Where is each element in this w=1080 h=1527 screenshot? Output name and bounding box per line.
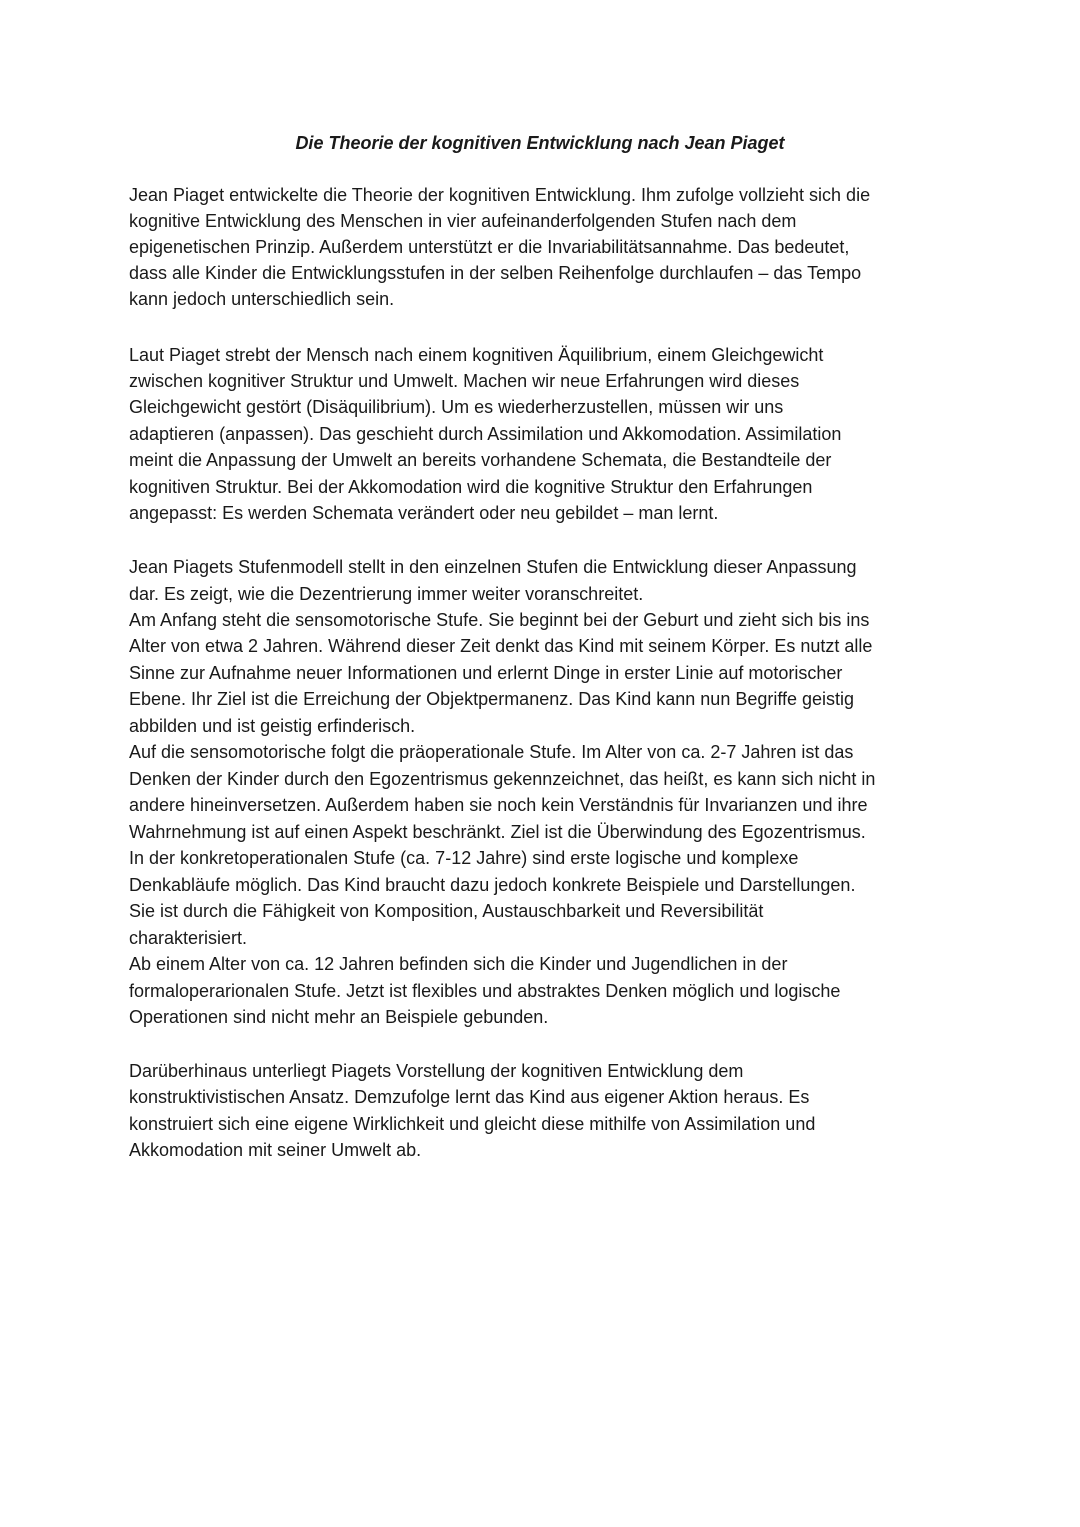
paragraph-3-line: Ab einem Alter von ca. 12 Jahren befinden sich die Kinder und Jugendlichen in der <box>129 954 788 974</box>
paragraph-4-line: konstruiert sich eine eigene Wirklichkeit und gleicht diese mithilfe von Assimilation und <box>129 1114 816 1134</box>
paragraph-2-line: Gleichgewicht gestört (Disäquilibrium). Um es wiederherzustellen, müssen wir uns <box>129 397 784 417</box>
paragraph-2-line: zwischen kognitiver Struktur und Umwelt. Machen wir neue Erfahrungen wird dieses <box>129 371 800 391</box>
paragraph-4-line: Darüberhinaus unterliegt Piagets Vorstellung der kognitiven Entwicklung dem <box>129 1061 744 1081</box>
paragraph-1-line: dass alle Kinder die Entwicklungsstufen in der selben Reihenfolge durchlaufen – das Tempo <box>129 263 862 283</box>
paragraph-3-line: formaloperarionalen Stufe. Jetzt ist flexibles und abstraktes Denken möglich und logische <box>129 981 841 1001</box>
paragraph-3-line: Operationen sind nicht mehr an Beispiele gebunden. <box>129 1007 549 1027</box>
paragraph-1-line: epigenetischen Prinzip. Außerdem unterstützt er die Invariabilitätsannahme. Das bedeutet, <box>129 237 850 257</box>
paragraph-3-line: Am Anfang steht die sensomotorische Stufe. Sie beginnt bei der Geburt und zieht sich bis ins <box>129 610 870 630</box>
paragraph-3-line: dar. Es zeigt, wie die Dezentrierung immer weiter voranschreitet. <box>129 584 644 604</box>
paragraph-3-line: Sie ist durch die Fähigkeit von Komposition, Austauschbarkeit und Reversibilität <box>129 901 764 921</box>
paragraph-3-line: charakterisiert. <box>129 928 248 948</box>
paragraph-3-line: abbilden und ist geistig erfinderisch. <box>129 716 416 736</box>
paragraph-3-line: Ebene. Ihr Ziel ist die Erreichung der Objektpermanenz. Das Kind kann nun Begriffe geistig <box>129 689 855 709</box>
paragraph-2-line: Laut Piaget strebt der Mensch nach einem kognitiven Äquilibrium, einem Gleichgewicht <box>129 345 824 365</box>
paragraph-2-line: adaptieren (anpassen). Das geschieht durch Assimilation und Akkomodation. Assimilation <box>129 424 842 444</box>
paragraph-3-line: Denkabläufe möglich. Das Kind braucht dazu jedoch konkrete Beispiele und Darstellungen. <box>129 875 856 895</box>
paragraph-3-line: Sinne zur Aufnahme neuer Informationen und erlernt Dinge in erster Linie auf motorischer <box>129 663 843 683</box>
paragraph-2-line: kognitiven Struktur. Bei der Akkomodation wird die kognitive Struktur den Erfahrungen <box>129 477 813 497</box>
paragraph-3-line: Auf die sensomotorische folgt die präoperationale Stufe. Im Alter von ca. 2-7 Jahren ist das <box>129 742 854 762</box>
paragraph-3-line: Wahrnehmung ist auf einen Aspekt beschränkt. Ziel ist die Überwindung des Egozentrismus. <box>129 822 866 842</box>
paragraph-4-line: konstruktivistischen Ansatz. Demzufolge lernt das Kind aus eigener Aktion heraus. Es <box>129 1087 810 1107</box>
paragraph-3-line: Alter von etwa 2 Jahren. Während dieser Zeit denkt das Kind mit seinem Körper. Es nutzt alle <box>129 636 873 656</box>
document-title: Die Theorie der kognitiven Entwicklung nach Jean Piaget <box>295 133 785 153</box>
paragraph-1-line: kann jedoch unterschiedlich sein. <box>129 289 395 309</box>
paragraph-1-line: Jean Piaget entwickelte die Theorie der kognitiven Entwicklung. Ihm zufolge vollzieht sich die <box>129 185 871 205</box>
paragraph-3-line: andere hineinversetzen. Außerdem haben sie noch kein Verständnis für Invarianzen und ihre <box>129 795 868 815</box>
paragraph-1-line: kognitive Entwicklung des Menschen in vier aufeinanderfolgenden Stufen nach dem <box>129 211 797 231</box>
paragraph-2-line: meint die Anpassung der Umwelt an bereits vorhandene Schemata, die Bestandteile der <box>129 450 832 470</box>
paragraph-3-line: In der konkretoperationalen Stufe (ca. 7-12 Jahre) sind erste logische und komplexe <box>129 848 799 868</box>
paragraph-3-line: Jean Piagets Stufenmodell stellt in den einzelnen Stufen die Entwicklung dieser Anpassung <box>129 557 857 577</box>
paragraph-2-line: angepasst: Es werden Schemata verändert oder neu gebildet – man lernt. <box>129 503 719 523</box>
paragraph-3-line: Denken der Kinder durch den Egozentrismus gekennzeichnet, das heißt, es kann sich nicht in <box>129 769 876 789</box>
paragraph-4-line: Akkomodation mit seiner Umwelt ab. <box>129 1140 422 1160</box>
